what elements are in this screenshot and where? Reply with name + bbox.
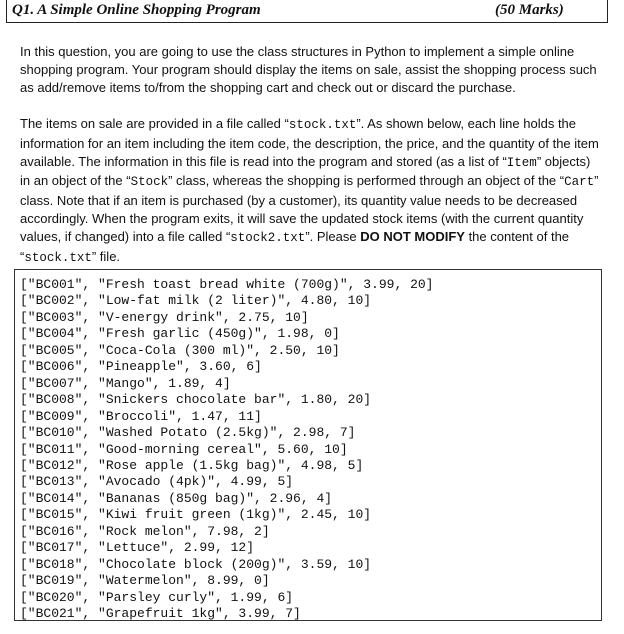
filename-stock2: stock2.txt [230,230,306,245]
stock-line: ["BC007", "Mango", 1.89, 4] [20,375,231,391]
desc-text-7: the content of the “ [20,228,570,264]
stock-line: ["BC009", "Broccoli", 1.47, 11] [20,408,262,424]
stock-line: ["BC006", "Pineapple", 3.60, 6] [20,359,262,375]
stock-line: ["BC016", "Rock melon", 7.98, 2] [20,523,270,539]
stock-line: ["BC020", "Parsley curly", 1.99, 6] [20,589,294,605]
stock-file-listing [14,269,602,621]
stock-line: ["BC004", "Fresh garlic (450g)", 1.98, 0] [20,326,340,342]
desc-text-2: ”. As shown below, each line holds the information for an item including the item code, the description, the price, and the quantity of the item available. The information in this file is read into the program and stored (as a list of “ [20,116,599,169]
desc-text-4: ” class, whereas the shopping is performed through an object of the “ [168,173,565,189]
intro-paragraph: In this question, you are going to use the class structures in Python to implement a simple online shopping program. Your program should display the items on sale, assist the shopping process such as add/remove items to/from the shopping cart and check out or discard the purchase. [20,44,597,95]
stock-line: ["BC015", "Kiwi fruit green (1kg)", 2.45, 10] [20,507,372,523]
do-not-modify-warning: DO NOT MODIFY [360,228,465,244]
filename-stock: stock.txt [288,118,357,132]
class-cart: Cart [564,175,595,190]
stock-line: ["BC001", "Fresh toast bread white (700g)", 3.99, 20] [20,277,434,292]
description-paragraph [20,115,600,267]
question-title: Q1. A Simple Online Shopping Program [12,2,261,18]
question-marks: (50 Marks) [495,2,564,18]
stock-line: ["BC012", "Rose apple (1.5kg bag)", 4.98, 5] [20,457,364,473]
class-item: Item [506,155,537,170]
stock-line: ["BC003", "V-energy drink", 2.75, 10] [20,309,309,325]
stock-line: ["BC014", "Bananas (850g bag)", 2.96, 4] [20,490,333,506]
stock-line: ["BC018", "Chocolate block (200g)", 3.59, 10] [20,556,372,572]
desc-text-6: ”. Please [305,228,361,244]
desc-text-5: ” class. Note that if an item is purchased (by a customer), its quantity value needs to be decreased accordingly. When the program exits, it will save the updated stock items (with the current quantity values, if changed) into a file called “ [20,173,599,244]
desc-text-8: ” file. [91,248,121,264]
stock-line: ["BC010", "Washed Potato (2.5kg)", 2.98, 7] [20,425,356,441]
stock-line: ["BC005", "Coca-Cola (300 ml)", 2.50, 10] [20,342,340,358]
stock-line: ["BC008", "Snickers chocolate bar", 1.80, 20] [20,392,372,408]
stock-line: ["BC002", "Low-fat milk (2 liter)", 4.80, 10] [20,293,372,309]
stock-line: ["BC019", "Watermelon", 8.99, 0] [20,573,270,589]
class-stock: Stock [130,175,169,190]
stock-line: ["BC011", "Good-morning cereal", 5.60, 10] [20,441,348,457]
desc-text-3: ” objects) in an object of the “ [20,153,591,189]
question-header [6,0,608,23]
stock-line: ["BC013", "Avocado (4pk)", 4.99, 5] [20,474,294,490]
filename-stock-again: stock.txt [24,250,92,265]
desc-text-1: The items on sale are provided in a file called “ [20,116,289,131]
stock-line: ["BC021", "Grapefruit 1kg", 3.99, 7] [20,606,301,622]
stock-line: ["BC017", "Lettuce", 2.99, 12] [20,540,255,556]
